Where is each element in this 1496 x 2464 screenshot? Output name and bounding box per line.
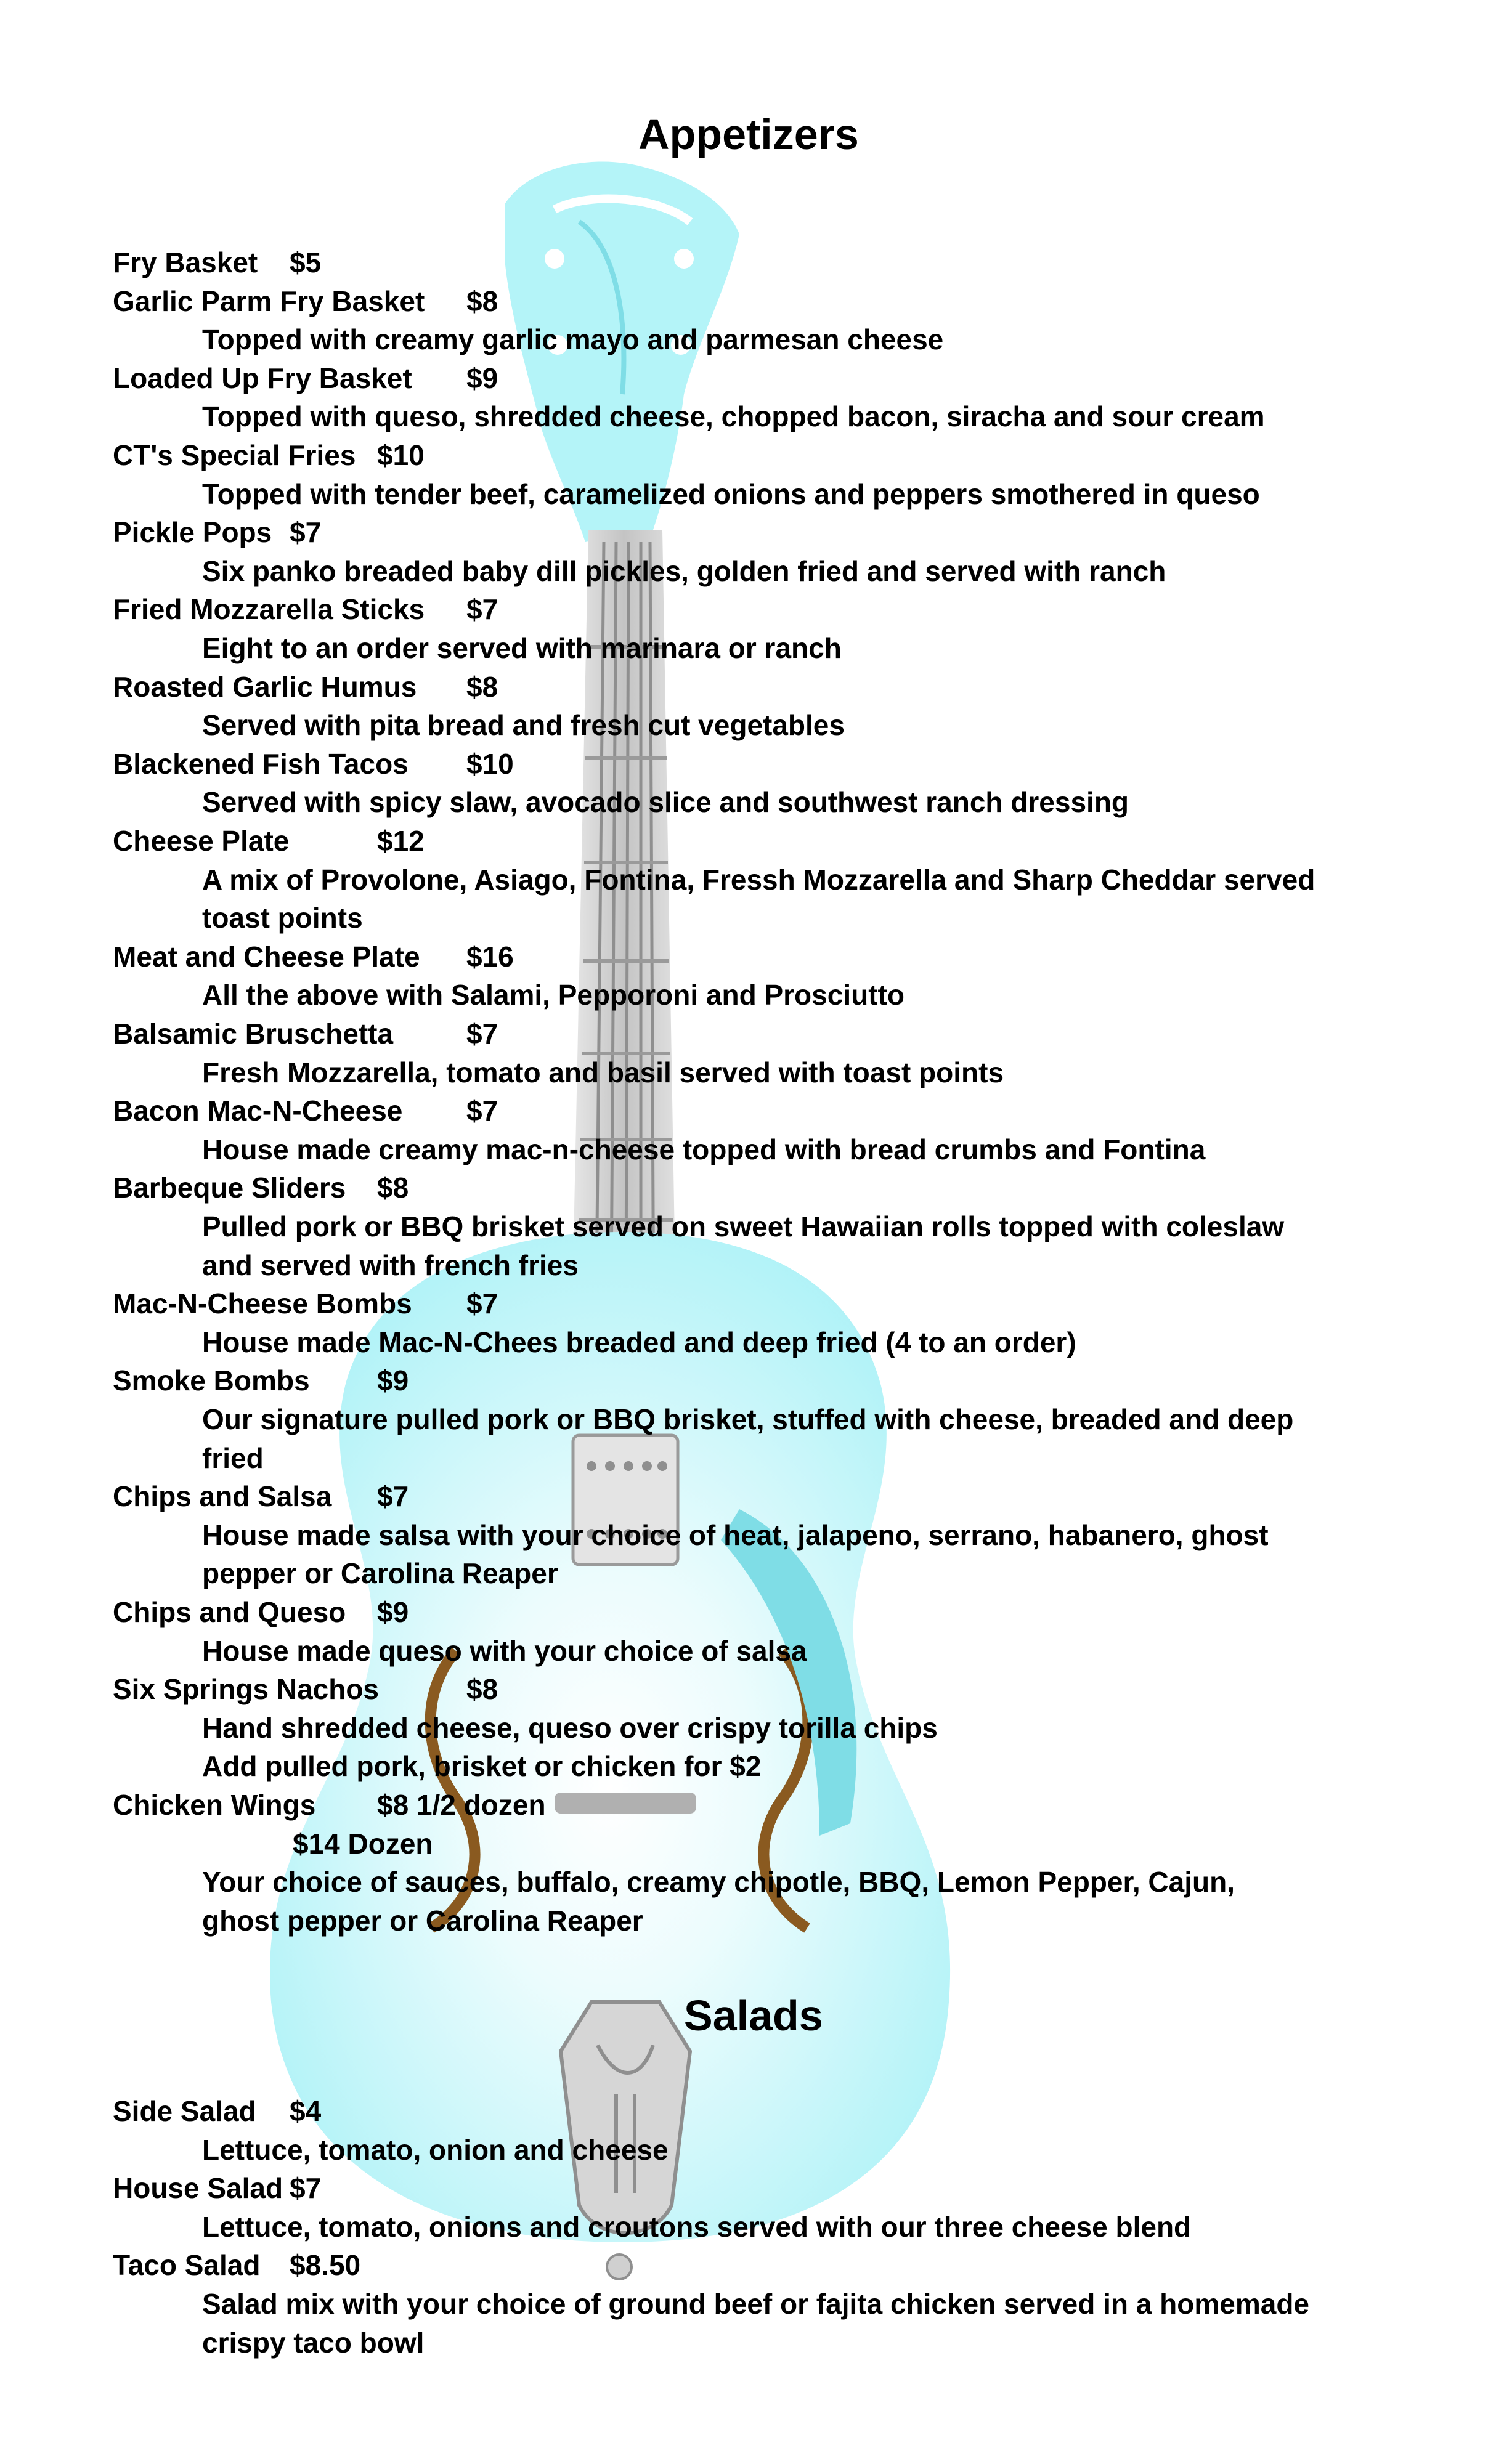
menu-item-description: Topped with tender beef, caramelized onions and peppers smothered in queso	[202, 477, 1260, 510]
menu-item-description: Fresh Mozzarella, tomato and basil served with toast points	[202, 1056, 1004, 1088]
salads-heading: Salads	[684, 1992, 823, 2040]
menu-item-price: $8	[377, 1172, 409, 1204]
menu-item-name: Chips and Queso	[113, 1596, 346, 1628]
menu-item-name: Bacon Mac-N-Cheese	[113, 1095, 403, 1127]
menu-item-description: Served with spicy slaw, avocado slice and southwest ranch dressing	[202, 786, 1129, 819]
menu-item-description: fried	[202, 1441, 264, 1474]
menu-item-name: Barbeque Sliders	[113, 1172, 346, 1204]
menu-item-description: Our signature pulled pork or BBQ brisket, stuffed with cheese, breaded and deep	[202, 1403, 1294, 1435]
menu-item-price: $7	[466, 1287, 498, 1320]
menu-item-description: House made salsa with your choice of heat, jalapeno, serrano, habanero, ghost	[202, 1518, 1269, 1551]
menu-item-name: Fry Basket	[113, 246, 258, 278]
menu-item-price: $10	[466, 747, 514, 780]
menu-item-name: Fried Mozzarella Sticks	[113, 593, 425, 626]
menu-item-description: and served with french fries	[202, 1249, 579, 1281]
menu-item-description: Lettuce, tomato, onions and croutons served with our three cheese blend	[202, 2210, 1192, 2243]
menu-item-description: Salad mix with your choice of ground beef or fajita chicken served in a homemade	[202, 2288, 1310, 2320]
menu-item-name: Cheese Plate	[113, 825, 290, 857]
menu-item-name: Chicken Wings	[113, 1789, 316, 1821]
menu-item-name: Loaded Up Fry Basket	[113, 362, 412, 394]
menu-item-price: $7	[290, 516, 322, 549]
menu-item-price: $9	[377, 1364, 409, 1397]
appetizers-heading: Appetizers	[638, 110, 859, 158]
menu-item-description: House made creamy mac-n-cheese topped with bread crumbs and Fontina	[202, 1133, 1206, 1165]
menu-item-description: pepper or Carolina Reaper	[202, 1557, 558, 1590]
menu-item-name: Taco Salad	[113, 2249, 261, 2282]
menu-item-description: Lettuce, tomato, onion and cheese	[202, 2133, 669, 2166]
menu-item-description: House made queso with your choice of salsa	[202, 1634, 807, 1667]
menu-item-price: $7	[466, 1018, 498, 1050]
menu-item-name: Meat and Cheese Plate	[113, 940, 420, 973]
menu-item-description: crispy taco bowl	[202, 2326, 425, 2359]
menu-item-name: Smoke Bombs	[113, 1364, 310, 1397]
menu-item-description: Hand shredded cheese, queso over crispy torilla chips	[202, 1711, 938, 1744]
menu-item-price: $7	[466, 1095, 498, 1127]
menu-item-price: $12	[377, 825, 425, 857]
menu-item-price: $9	[466, 362, 498, 394]
menu-item-name: Blackened Fish Tacos	[113, 747, 409, 780]
menu-item-name: Roasted Garlic Humus	[113, 670, 417, 703]
menu-item-description: toast points	[202, 902, 363, 934]
menu-item-name: CT's Special Fries	[113, 439, 356, 471]
menu-item-description: A mix of Provolone, Asiago, Fontina, Fressh Mozzarella and Sharp Cheddar served	[202, 863, 1315, 896]
menu-item-price: $8.50	[290, 2249, 361, 2282]
menu-item-price: $16	[466, 940, 514, 973]
menu-item-name: Chips and Salsa	[113, 1480, 332, 1513]
menu-item-description: Your choice of sauces, buffalo, creamy chipotle, BBQ, Lemon Pepper, Cajun,	[202, 1866, 1235, 1899]
menu-item-name: Side Salad	[113, 2095, 256, 2127]
menu-item-name: Six Springs Nachos	[113, 1673, 380, 1706]
menu-item-name: Pickle Pops	[113, 516, 272, 549]
menu-item-description: Add pulled pork, brisket or chicken for $2	[202, 1750, 762, 1783]
menu-item-description: Eight to an order served with marinara or ranch	[202, 632, 842, 664]
menu-item-description: Served with pita bread and fresh cut vegetables	[202, 709, 845, 742]
menu-item-name: Balsamic Bruschetta	[113, 1018, 394, 1050]
menu-item-price: $8 1/2 dozen	[377, 1789, 546, 1821]
menu-item-description: Pulled pork or BBQ brisket served on sweet Hawaiian rolls topped with coleslaw	[202, 1210, 1285, 1242]
menu-item-name: House Salad	[113, 2172, 283, 2205]
menu-item-description: House made Mac-N-Chees breaded and deep fried (4 to an order)	[202, 1326, 1076, 1358]
menu-item-price: $10	[377, 439, 425, 471]
menu-item-price: $7	[290, 2172, 322, 2205]
menu-item-price: $7	[377, 1480, 409, 1513]
menu-item-price: $8	[466, 1673, 498, 1706]
menu-item-description: Topped with creamy garlic mayo and parmesan cheese	[202, 323, 944, 356]
menu-item-price: $8	[466, 285, 498, 317]
menu-item-price: $8	[466, 670, 498, 703]
menu-item-price: $7	[466, 593, 498, 626]
menu-item-description: Topped with queso, shredded cheese, chopped bacon, siracha and sour cream	[202, 400, 1265, 433]
menu-item-price: $4	[290, 2095, 322, 2127]
menu-item-name: Garlic Parm Fry Basket	[113, 285, 425, 317]
menu-item-price: $9	[377, 1596, 409, 1628]
menu-item-description: ghost pepper or Carolina Reaper	[202, 1904, 643, 1937]
menu-item-description: Six panko breaded baby dill pickles, golden fried and served with ranch	[202, 554, 1166, 587]
menu-item-price: $5	[290, 246, 322, 278]
menu-item-price-secondary: $14 Dozen	[293, 1827, 433, 1860]
menu-item-name: Mac-N-Cheese Bombs	[113, 1287, 412, 1320]
menu-item-description: All the above with Salami, Pepporoni and Prosciutto	[202, 979, 905, 1011]
